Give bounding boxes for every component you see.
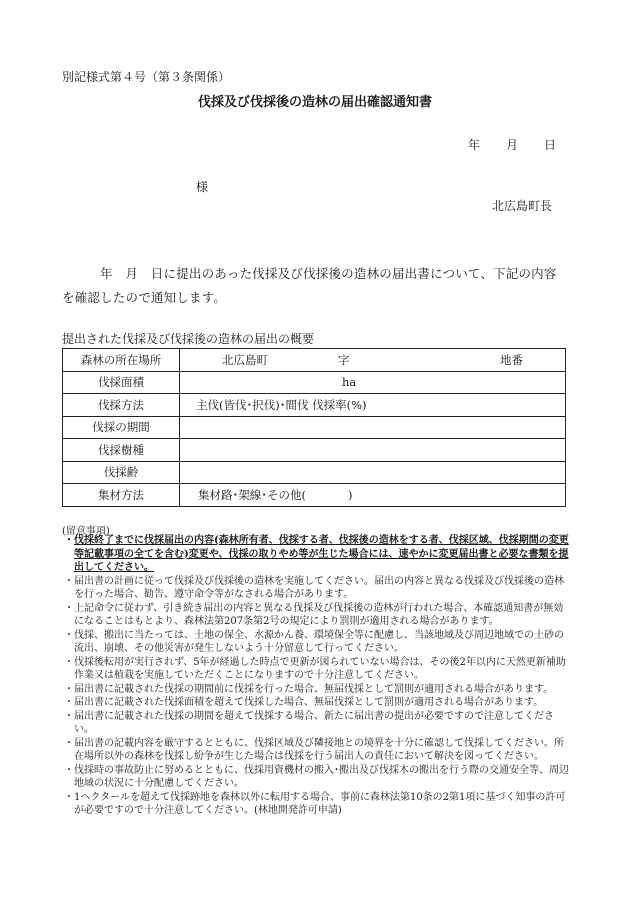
location-cell xyxy=(180,349,566,372)
bullet: ・ xyxy=(64,535,74,546)
note-item xyxy=(64,791,570,818)
yarding-cell xyxy=(180,484,566,507)
table-row xyxy=(63,371,566,394)
notes-list xyxy=(64,534,570,818)
issuer: 北広島町長 xyxy=(492,199,553,213)
document-title: 伐採及び伐採後の造林の届出確認通知書 xyxy=(197,95,432,110)
row-label: 伐採方法 xyxy=(63,394,180,417)
note-item xyxy=(64,656,570,683)
date-line xyxy=(468,136,556,153)
note-item xyxy=(64,737,570,764)
period-cell xyxy=(180,416,566,439)
note-text: 届出書の記載内容を厳守するとともに、伐採区域及び隣接地との境界を十分に確認して伐採してください。所在場所以外の森林を伐採し紛争が生じた場合は伐採を行う届出人の責任において解決を図ってください。 xyxy=(74,737,564,762)
note-item xyxy=(64,629,570,656)
bullet: ・ xyxy=(64,697,74,708)
row-label: 伐採面積 xyxy=(63,371,180,394)
table-row xyxy=(63,349,566,372)
row-label: 伐採樹種 xyxy=(63,439,180,462)
note-item xyxy=(64,696,570,710)
row-label: 集材方法 xyxy=(63,484,180,507)
notes-header: (留意事項) xyxy=(62,526,110,537)
location-town: 北広島町 xyxy=(222,352,268,367)
bullet: ・ xyxy=(64,629,74,641)
method-text: 主伐(皆伐･択伐)･間伐 伐採率(%) xyxy=(196,397,367,412)
note-text: 伐採、搬出に当たっては、土地の保全、水源かん養、環境保全等に配慮し、当該地域及び周辺地域での土砂の流出、崩壊、その他災害が発生しないよう十分留意して行ってください。 xyxy=(74,629,564,654)
table-row xyxy=(63,416,566,439)
row-label: 森林の所在場所 xyxy=(63,349,180,372)
date-month: 月 xyxy=(506,138,519,152)
location-aza: 字 xyxy=(338,352,350,367)
bullet: ・ xyxy=(64,764,74,776)
note-text: 届出書に記載された伐採の期間を超えて伐採する場合、新たに届出書の提出が必要ですので注意してください。 xyxy=(74,710,554,735)
summary-caption: 提出された伐採及び伐採後の造林の届出の概要 xyxy=(62,332,315,346)
bullet: ・ xyxy=(64,737,74,749)
note-text: 伐採時の事故防止に努めるとともに、伐採用資機材の搬入･搬出及び伐採木の搬出を行う際の交通安全等、周辺地域の状況に十分配慮してください。 xyxy=(74,764,569,789)
table-row xyxy=(63,439,566,462)
age-cell xyxy=(180,461,566,484)
note-text: 届出書に記載された伐採の期間前に伐採を行った場合、無届伐採として罰則が適用される場合があります。 xyxy=(74,683,554,695)
species-cell xyxy=(180,439,566,462)
area-unit: ha xyxy=(342,375,357,390)
note-item xyxy=(64,683,570,697)
note-text: 1ヘクタールを超えて伐採跡地を森林以外に転用する場合、事前に森林法第10条の2第1項に基づく知事の許可が必要ですので十分注意してください。(林地開発許可申請) xyxy=(74,791,566,816)
row-label: 伐採の期間 xyxy=(63,416,180,439)
method-cell xyxy=(180,394,566,417)
note-item xyxy=(64,602,570,629)
note-item xyxy=(64,575,570,602)
summary-table xyxy=(62,348,566,507)
table-row xyxy=(63,484,566,507)
bullet: ・ xyxy=(64,656,74,668)
note-item xyxy=(64,710,570,737)
bullet: ・ xyxy=(64,575,74,587)
table-row xyxy=(63,394,566,417)
bullet: ・ xyxy=(64,602,74,614)
note-text: 届出書の計画に従って伐採及び伐採後の造林を実施してください。届出の内容と異なる伐採及び伐採後の造林を行った場合、勧告、遵守命令等がなされる場合があります。 xyxy=(74,575,564,600)
note-item xyxy=(64,534,570,575)
note-text: 伐採終了までに伐採届出の内容(森林所有者、伐採する者、伐採後の造林をする者、伐採区域、伐採期間の変更等記載事項の全てを含む)変更や、伐採の取りやめ等が生じた場合には、速やかに変更届出書と必要な書類を提出してください。 xyxy=(74,535,569,573)
location-lot: 地番 xyxy=(500,352,523,367)
note-item xyxy=(64,764,570,791)
note-text: 上記命令に従わず、引き続き届出の内容と異なる伐採及び伐採後の造林が行われた場合、本確認通知書が無効になることはもとより、森林法第207条第2号の規定により罰則が適用される場合があります。 xyxy=(74,602,564,627)
bullet: ・ xyxy=(64,791,74,803)
bullet: ・ xyxy=(64,710,74,722)
form-number: 別記様式第４号（第３条関係） xyxy=(62,70,231,84)
date-year: 年 xyxy=(468,138,481,152)
date-day: 日 xyxy=(544,138,557,152)
yarding-text: 集材路･架線･その他( xyxy=(198,487,306,502)
bullet: ・ xyxy=(64,683,74,695)
addressee-suffix: 様 xyxy=(196,180,209,194)
row-label: 伐採齢 xyxy=(63,461,180,484)
table-row xyxy=(63,461,566,484)
note-text: 届出書に記載された伐採面積を超えて伐採した場合、無届伐採として罰則が適用される場合があります。 xyxy=(74,697,544,708)
body-text: 年 月 日に提出のあった伐採及び伐採後の造林の届出書について、下記の内容を確認したので通知します。 xyxy=(62,266,557,305)
area-cell xyxy=(180,371,566,394)
yarding-close-paren: ) xyxy=(348,487,353,502)
note-text: 伐採後転用が実行されず、5年が経過した時点で更新が図られていない場合は、その後2年以内に天然更新補助作業又は植栽を実施していただくことになりますので十分注意してください。 xyxy=(74,656,566,681)
